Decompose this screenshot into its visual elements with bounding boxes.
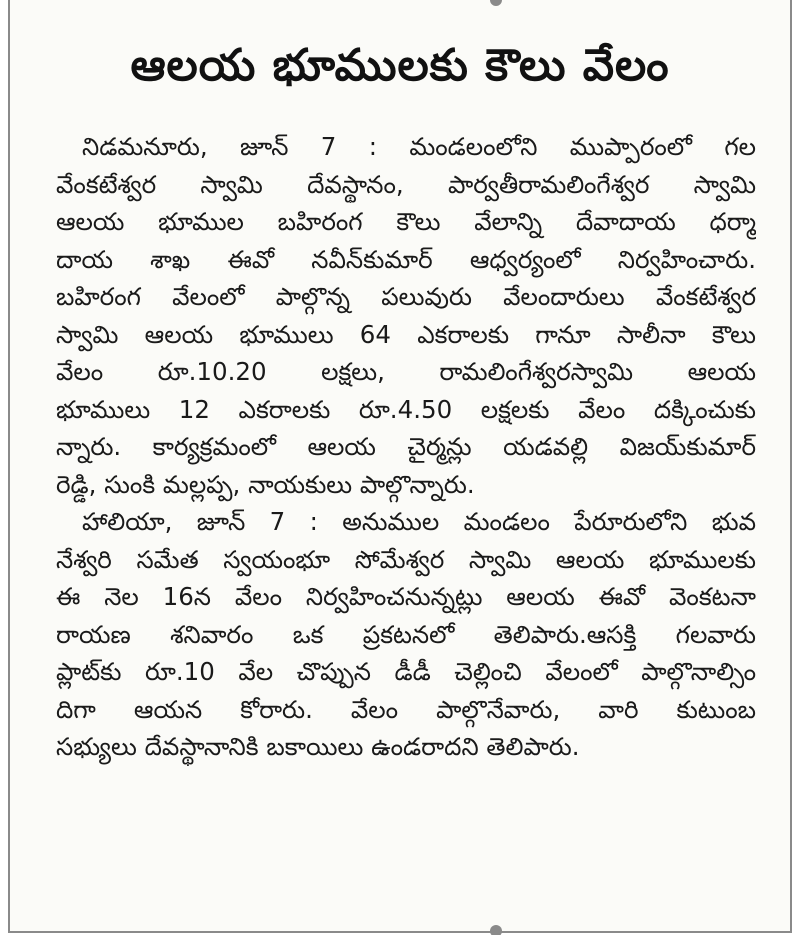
article-line: ఈ నెల 16న వేలం నిర్వహించనున్నట్లు ఆలయ ఈవో వెంకటనా bbox=[56, 582, 756, 611]
article-line: న్నారు. కార్యక్రమంలో ఆలయ చైర్మన్లు యడవల్లి విజయ్‌కుమార్ bbox=[56, 432, 756, 461]
article-line: రాయణ శనివారం ఒక ప్రకటనలో తెలిపారు.ఆసక్తి గలవారు bbox=[56, 619, 756, 649]
article-line: స్వామి ఆలయ భూములు 64 ఎకరాలకు గానూ సాలీనా కౌలు bbox=[56, 319, 756, 349]
article-line: సభ్యులు దేవస్థానానికి బకాయిలు ఉండరాదని తెలిపారు. bbox=[56, 732, 580, 761]
article-line: దిగా ఆయన కోరారు. వేలం పాల్గొనేవారు, వారి కుటుంబ bbox=[56, 694, 756, 724]
article-line: ఆలయ భూముల బహిరంగ కౌలు వేలాన్ని దేవాదాయ ధర్మా bbox=[56, 207, 756, 236]
article-line: రెడ్డి, సుంకి మల్లప్ప, నాయకులు పాల్గొన్నారు. bbox=[56, 469, 475, 499]
bottom-pin-icon bbox=[490, 925, 502, 935]
article-line: దాయ శాఖ ఈవో నవీన్‌కుమార్ ఆధ్వర్యంలో నిర్వహించారు. bbox=[56, 244, 756, 274]
article-line: వేంకటేశ్వర స్వామి దేవస్థానం, పార్వతీరామలింగేశ్వర స్వామి bbox=[56, 169, 756, 199]
article-line: బహిరంగ వేలంలో పాల్గొన్న పలువురు వేలందారులు వేంకటేశ్వర bbox=[56, 282, 756, 311]
article-line: హాలియా, జూన్ 7 : అనుముల మండలం పేరూరులోని భువ bbox=[82, 507, 756, 536]
top-pin-icon bbox=[490, 0, 502, 6]
article-headline: ఆలయ భూములకు కౌలు వేలం bbox=[130, 40, 670, 91]
article-line: నిడమనూరు, జూన్ 7 : మండలంలోని ముప్పారంలో గల bbox=[82, 132, 756, 161]
newspaper-clipping bbox=[8, 0, 792, 933]
article-line: వేలం రూ.10.20 లక్షలు, రామలింగేశ్వరస్వామి ఆలయ bbox=[56, 357, 756, 386]
article-line: భూములు 12 ఎకరాలకు రూ.4.50 లక్షలకు వేలం దక్కించుకు bbox=[56, 394, 756, 424]
article-body bbox=[56, 128, 756, 766]
article-line: ప్లాట్‌కు రూ.10 వేల చొప్పున డీడీ చెల్లించి వేలంలో పాల్గొనాల్సిం bbox=[56, 657, 756, 686]
article-line: నేశ్వరి సమేత స్వయంభూ సోమేశ్వర స్వామి ఆలయ భూములకు bbox=[56, 544, 756, 574]
